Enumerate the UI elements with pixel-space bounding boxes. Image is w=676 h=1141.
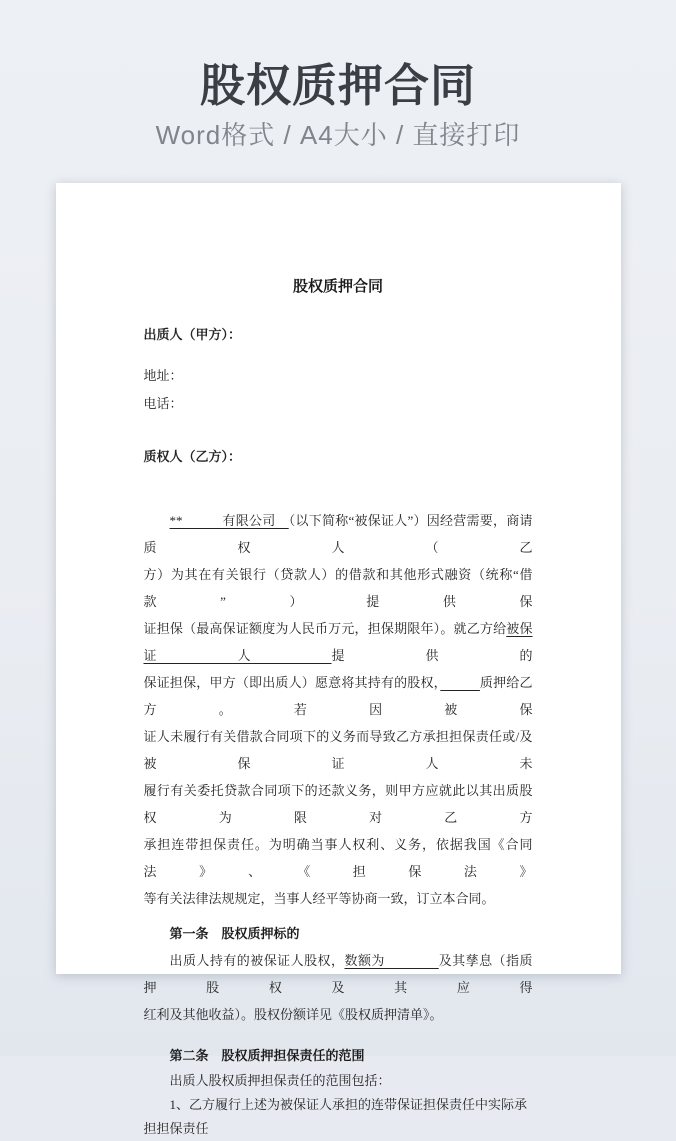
article1-heading: 第一条 股权质押标的 [169,926,300,941]
pledgee-party-b-label: 质权人（乙方）： [143,449,242,464]
banner-title: 股权质押合同 [199,60,476,111]
document-page [56,183,621,1136]
article2-scope-paragraph: 出质人股权质押担保责任的范围包括： [169,1073,391,1088]
address-label: 地址： [143,368,183,383]
article1-paragraph: 出质人持有的被保证人股权，数额为 及其孳息（指质押股权及其应得 红利及其他收益）。股权份额详见《股权质押清单》。 [143,953,533,1022]
pledgor-party-a-label: 出质人（甲方）： [143,327,242,342]
banner-subtitle: Word格式 / A4大小 / 直接打印 [155,120,521,150]
phone-label: 电话： [143,396,183,411]
article2-heading: 第二条 股权质押担保责任的范围 [169,1048,365,1063]
banner [0,0,676,150]
document-title: 股权质押合同 [292,278,383,295]
article2-item1-paragraph: 1、乙方履行上述为被保证人承担的连带保证担保责任中实际承担担保责任 [143,1097,528,1136]
intro-paragraph: ** 有限公司 （以下简称“被保证人”）因经营需要，商请质权人（乙 方）为其在有关银行（贷款人）的借款和其他形式融资（统称“借款”）提供保 证担保（最高保证额度为人民币万元，担保期限年）。就乙方给被保证人提供的 保证担保，甲方（即出质人）愿意将其持有的股权， 质押给乙方。若因被保 证人未履行有关借款合同项下的义务而导致乙方承担担保责任或/及被保证人未 履行有关委托贷款合同项下的还款义务，则甲方应就此以其出质股权为限对乙方 承担连带担保责任。为明确当事人权利、义务，依据我国《合同法》、《担保法》 等有关法律法规规定，当事人经平等协商一致，订立本合同。 [143,513,533,906]
